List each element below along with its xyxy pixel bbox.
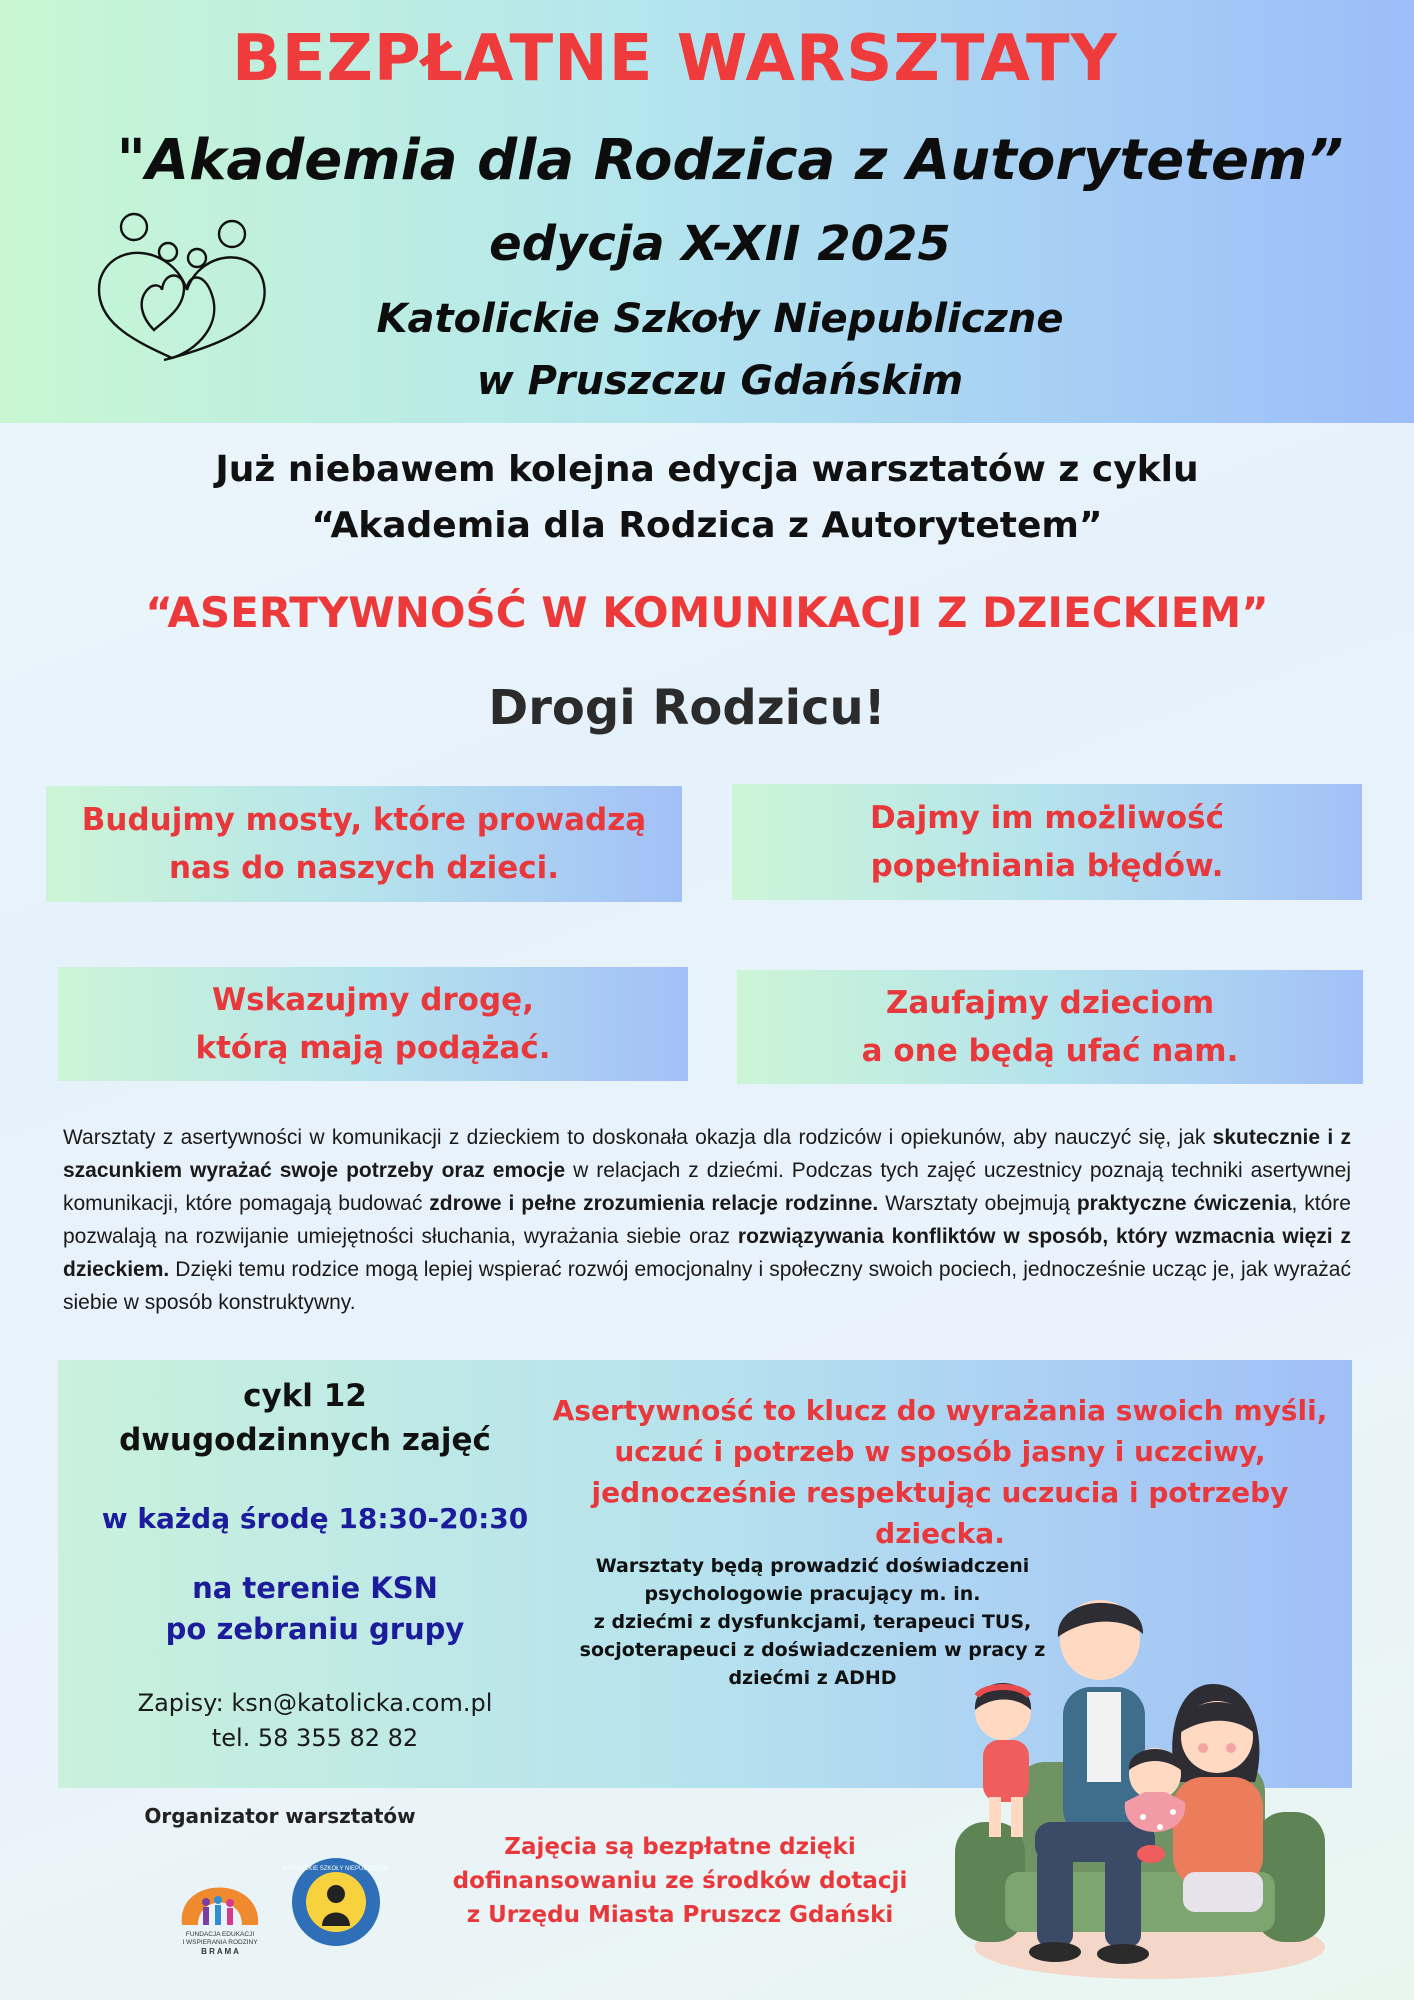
slogan-box: Wskazujmy drogę, którą mają podążać. [58, 967, 688, 1081]
funding-line: Zajęcia są bezpłatne dzięki [504, 1834, 856, 1860]
slogan-box: Budujmy mosty, które prowadzą nas do naszych dzieci. [46, 786, 682, 902]
schedule: w każdą środę 18:30-20:30 [101, 1502, 529, 1535]
brama-caption-line-2: I WSPIERANIA RODZINY [182, 1939, 258, 1946]
school-line-1: Katolickie Szkoły Niepubliczne [376, 296, 1064, 342]
brama-foundation-logo [170, 1850, 270, 1960]
family-illustration [955, 1592, 1335, 1982]
desc-bold: zdrowe i pełne zrozumienia relacje rodzinne. [429, 1192, 879, 1215]
slogan-box: Zaufajmy dzieciom a one będą ufać nam. [737, 970, 1363, 1084]
edition-label: edycja X-XII 2025 [489, 216, 951, 272]
leaders-line: z dziećmi z dysfunkcjami, terapeuci TUS, [593, 1611, 1032, 1633]
family-hearts-icon [92, 210, 272, 365]
description-paragraph [63, 1121, 1351, 1319]
cycle-info [70, 1374, 540, 1462]
quote-line: Asertywność to klucz do wyrażania swoich myśli, [552, 1394, 1328, 1427]
brama-caption-line-3: B R A M A [201, 1947, 239, 1956]
brama-caption-line-1: FUNDACJA EDUKACJI [185, 1931, 255, 1938]
intro-line-1: Już niebawem kolejna edycja warsztatów z cyklu [215, 449, 1199, 490]
funding-note [440, 1830, 920, 1932]
quote-line: jednocześnie respektując uczucia i potrzeby dziecka. [591, 1476, 1289, 1550]
funding-line: z Urzędu Miasta Pruszcz Gdański [466, 1902, 894, 1928]
assertiveness-quote [540, 1390, 1340, 1554]
desc-bold: praktyczne ćwiczenia [1076, 1192, 1292, 1215]
quote-line: uczuć i potrzeb w sposób jasny i uczciwy, [614, 1435, 1266, 1468]
desc-text: w relacjach z dziećmi. Podczas tych zajęć uczestnicy poznają techniki asertywnej komunikacji, które pomagają budować [63, 1159, 1351, 1215]
intro-line-2: “Akademia dla Rodzica z Autorytetem” [311, 505, 1103, 546]
workshop-topic: “ASERTYWNOŚĆ W KOMUNIKACJI Z DZIECKIEM” [145, 588, 1269, 637]
location-line-1: na terenie KSN [192, 1571, 438, 1605]
intro-text [0, 442, 1414, 554]
organizer-label: Organizator warsztatów [144, 1804, 416, 1828]
greeting: Drogi Rodzicu! [488, 680, 886, 736]
academy-title: "Akademia dla Rodzica z Autorytetem” [116, 128, 1344, 193]
ksn-logo-text: KATOLICKIE SZKOŁY NIEPUBLICZNE [283, 1866, 389, 1872]
school-line-2: w Pruszczu Gdańskim [476, 358, 964, 404]
ksn-school-logo [283, 1856, 389, 1948]
phone-number[interactable]: tel. 58 355 82 82 [211, 1724, 419, 1752]
location [70, 1568, 560, 1650]
free-workshops-title: BEZPŁATNE WARSZTATY [232, 22, 1118, 96]
slogan-box: Dajmy im możliwość popełniania błędów. [732, 784, 1362, 900]
leaders-line: Warsztaty będą prowadzić doświadczeni [595, 1555, 1030, 1577]
desc-bold: rozwiązywania konfliktów w sposób, który wzmacnia więzi z dzieckiem. [63, 1225, 1351, 1281]
desc-text: Warsztaty obejmują [878, 1192, 1077, 1215]
desc-text: Dzięki temu rodzice mogą lepiej wspierać rozwój emocjonalny i społeczny swoich pociech, jednocześnie ucząc je, jak wyrażać siebie w sposób konstruktywny. [63, 1258, 1351, 1314]
desc-bold: skutecznie i z szacunkiem wyrażać swoje potrzeby oraz emocje [63, 1126, 1351, 1182]
leaders-line: socjoterapeuci z doświadczeniem w pracy z [579, 1639, 1046, 1661]
school-name [300, 288, 1140, 412]
leaders-line: dziećmi z ADHD [728, 1667, 897, 1689]
leaders-line: psychologowie pracujący m. in. [644, 1583, 981, 1605]
funding-line: dofinansowaniu ze środków dotacji [452, 1868, 908, 1894]
contact-info [70, 1686, 560, 1756]
cycle-line-2: dwugodzinnych zajęć [119, 1422, 491, 1458]
location-line-2: po zebraniu grupy [165, 1612, 465, 1646]
desc-text: , które pozwalają na rozwijanie umiejętności słuchania, wyrażania siebie oraz [63, 1192, 1351, 1248]
cycle-line-1: cykl 12 [243, 1378, 367, 1414]
desc-text: Warsztaty z asertywności w komunikacji z dzieckiem to doskonała okazja dla rodziców i opiekunów, aby nauczyć się, jak [63, 1126, 1213, 1149]
signup-email[interactable]: Zapisy: ksn@katolicka.com.pl [137, 1689, 493, 1717]
